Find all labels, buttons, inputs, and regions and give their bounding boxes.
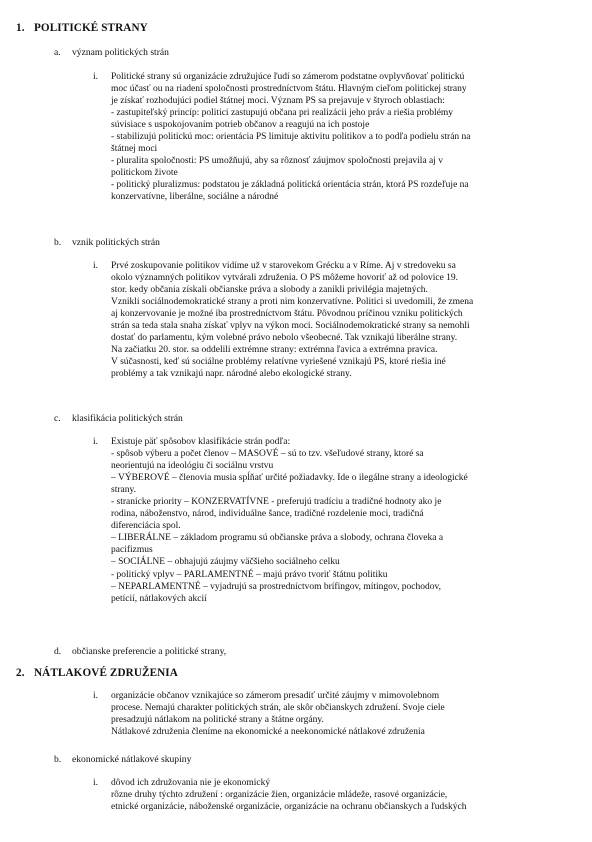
item-marker: i. [93,72,99,82]
subsection-title: ekonomické nátlakové skupiny [72,754,192,765]
text-line: – VÝBEROVÉ – členovia musia spĺňať určité požiadavky. Ide o ilegálne strany a ideologické [111,473,468,484]
text-line: organizácie občanov vznikajúce so zámerom presadiť určité záujmy v mimovolebnom [111,691,440,701]
item-marker: i. [93,261,99,271]
subsection-marker: b. [54,237,62,248]
text-line: moc účasť ou na riadení spoločnosti prostredníctvom štátu. Hlavným cieľom politickej strany [111,84,467,95]
text-line: neorientujú na ideológiu či sociálnu vrstvu [111,461,274,472]
text-line: pacifizmus [111,545,153,556]
text-line: problémy a tak vznikajú napr. národné alebo ekologické strany. [111,369,352,380]
text-line: stor. kedy občania získali občianske práva a slobody a zanikli privilégia majetných. [111,285,428,296]
subsection-title: klasifikácia politických strán [72,413,183,424]
text-line: Prvé zoskupovanie politikov vidíme už v starovekom Grécku a v Ríme. Aj v stredoveku sa [111,261,456,271]
text-line: okolo významných politikov vytvárali združenia. O PS môžeme hovoriť až od polovice 19. [111,273,459,284]
subsection-marker: d. [54,646,62,657]
subsection-marker: a. [54,47,61,58]
text-line: - spôsob výberu a počet členov – MASOVÉ – sú to tzv. všeľudové strany, ktoré sa [111,449,424,460]
paragraph-body [111,690,445,738]
text-line: presadzujú nátlakom na politické strany a štátne orgány. [111,715,324,726]
paragraph-body [111,71,471,204]
subsection-marker: c. [54,413,61,424]
text-line: - zastupiteľský princíp: politici zastupujú občana pri realizácii jeho práv a riešia problémy [111,108,454,119]
text-line: Vznikli sociálnodemokratické strany a proti nim konzervatívne. Politici si uvedomili, že zmena [111,297,474,308]
text-line: štátnej moci [111,144,158,155]
text-line: – LIBERÁLNE – základom programu sú občianske práva a slobody, ochrana človeka a [111,533,444,544]
text-line: – NEPARLAMENTNÉ – vyjadrujú sa prostredníctvom brífingov, mítingov, pochodov, [111,581,442,592]
text-line: aj konzervovanie je možné iba prostredníctvom štátu. Pôvodnou príčinou vzniku politických [111,309,463,320]
text-line: – SOCIÁLNE – obhajujú záujmy väčšieho sociálneho celku [111,557,340,568]
text-line: konzervatívne, liberálne, sociálne a národné [111,192,279,203]
section-number: 1. [16,22,25,34]
text-line: - pluralita spoločnosti: PS umožňujú, aby sa rôznosť záujmov spoločnosti prejavila aj v [111,156,444,167]
text-line: Politické strany sú organizácie združujúce ľudí so zámerom podstatne ovplyvňovať politickú [111,72,465,82]
item-marker: i. [93,691,99,701]
subsection-marker: b. [54,754,62,765]
text-line: - politický pluralizmus: podstatou je základná politická orientácia strán, ktorá PS rozdeľuje na [111,180,469,191]
text-line: Existuje päť spôsobov klasifikácie strán podľa: [111,437,291,447]
text-line: procese. Nemajú charakter politických strán, ale skôr občianskych združení. Svoje ciele [111,703,445,714]
text-line: strany. [111,485,136,496]
text-line: rôzne druhy týchto združení : organizácie žien, organizácie mládeže, rasové organizácie, [111,790,448,801]
text-line: dôvod ich združovania nie je ekonomický [111,778,271,788]
subsection-title: vznik politických strán [72,237,160,248]
paragraph-body [111,436,468,605]
section-title: NÁTLAKOVÉ ZDRUŽENIA [34,667,178,679]
item-marker: i. [93,778,99,788]
text-line: petícií, nátlakových akcií [111,593,207,604]
text-line: etnické organizácie, náboženské organizácie, organizácie na ochranu občianskych a ľudských [111,802,467,813]
subsection-title: význam politických strán [72,47,169,58]
item-marker: i. [93,437,99,447]
text-line: - politický vplyv – PARLAMENTNÉ – majú právo tvoriť štátnu politiku [111,569,388,580]
text-line: diferenciácia spol. [111,521,181,532]
text-line: dostať do parlamentu, kým volebné právo nebolo všeobecné. Tak vznikajú liberálne strany. [111,333,458,344]
text-line: V súčasnosti, keď sú sociálne problémy relatívne vyriešené vznikajú PS, ktoré riešia iné [111,357,446,368]
subsection-title: občianske preferencie a politické strany, [72,646,227,657]
text-line: - stabilizujú politickú moc: orientácia PS limituje aktivitu politikov a to podľa podielu strán na [111,132,471,143]
section-number: 2. [16,667,25,679]
text-line: - stranícke priority – KONZERVATÍVNE - preferujú tradíciu a tradičné hodnoty ako je [111,497,442,508]
section-title: POLITICKÉ STRANY [34,22,148,34]
paragraph-body [111,777,466,813]
text-line: rodina, náboženstvo, národ, individuálne šance, tradičné rozdelenie moci, tradičná [111,509,424,520]
text-line: súvisiace s uspokojovaním potrieb občanov a reagujú na ich postoje [111,120,370,131]
text-line: je získať rozhodujúci podiel štátnej moci. Význam PS sa prejavuje v štyroch oblastiach: [111,96,445,107]
text-line: politickom živote [111,168,178,179]
text-line: Na začiatku 20. stor. sa oddelili extrémne strany: extrémna ľavica a extrémna pravica. [111,345,438,356]
text-line: Nátlakové združenia členíme na ekonomické a neekonomické nátlakové združenia [111,727,425,738]
text-line: strán sa teda stala snaha získať vplyv na výkon moci. Sociálnodemokratické strany sa nemohli [111,321,470,332]
paragraph-body [111,260,473,380]
